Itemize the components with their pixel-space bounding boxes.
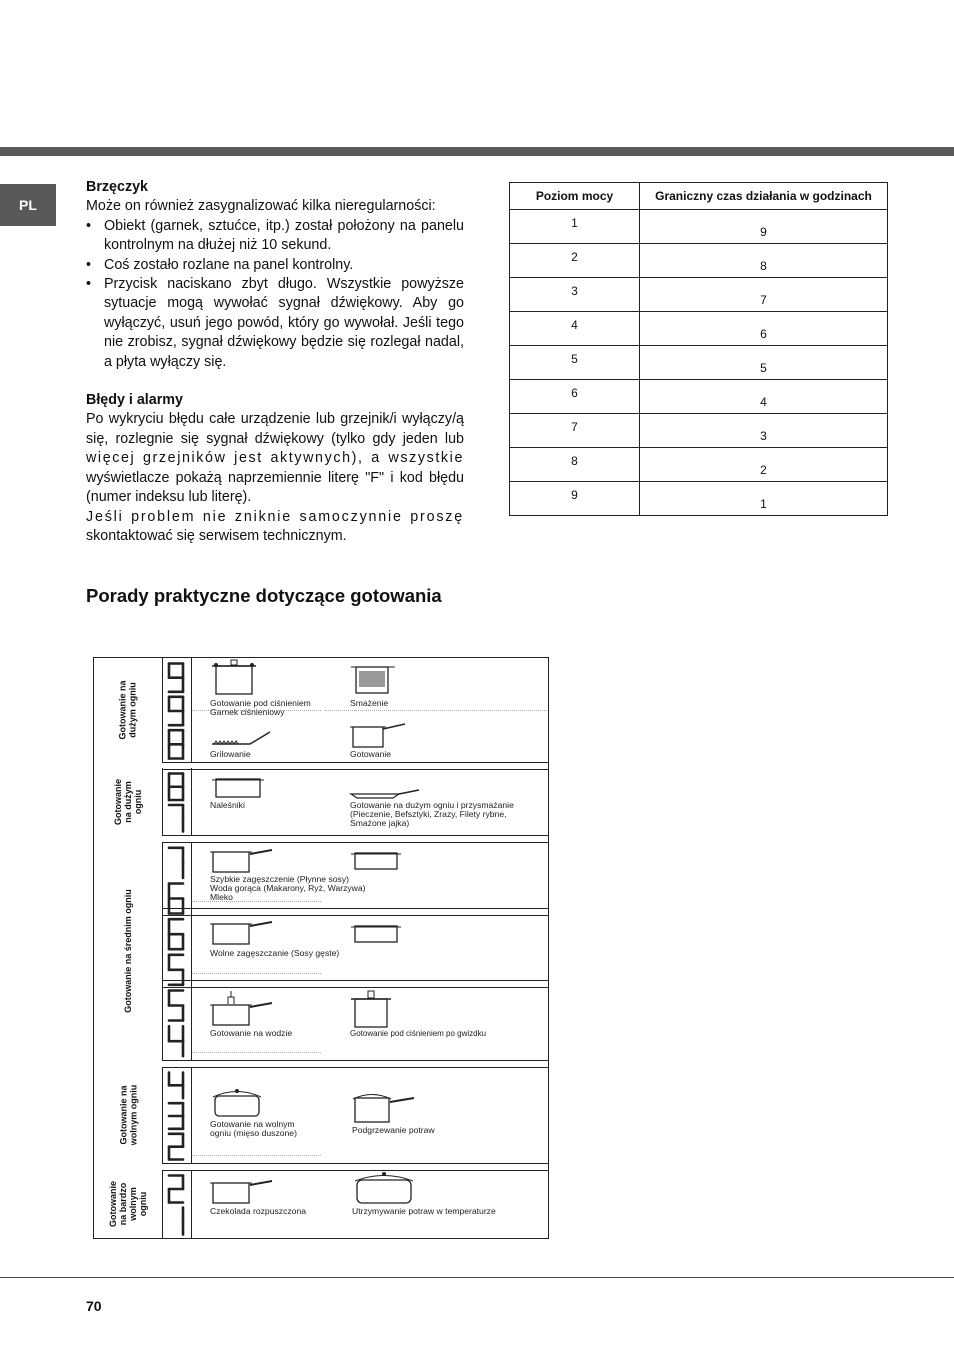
saucepan-lid-icon [352,1090,418,1124]
table-row [510,278,888,312]
saucepan-icon [210,1178,276,1206]
power-level-cell: 4 [510,312,640,346]
cell-label: Podgrzewanie potraw [352,1125,435,1135]
table-row [510,312,888,346]
cell-label: Utrzymywanie potraw w temperaturze [352,1206,496,1216]
pot-lid-icon [352,1172,418,1206]
digit-column [162,768,192,835]
time-limit-cell: 5 [640,346,888,380]
power-digit-7 [169,805,183,832]
pot-icon [210,775,268,801]
table-row [510,210,888,244]
power-digit-9 [169,697,183,725]
time-limit-cell: 1 [640,482,888,516]
list-item: • Obiekt (garnek, sztućce, itp.) został położony na panelu kontrolnym na dłużej niż 10 sekund. [86,217,464,256]
power-digit-6 [169,919,183,949]
power-level-cell: 9 [510,482,640,516]
group-very-low-heat [94,1170,548,1238]
errors-paragraph-2 [86,508,464,547]
errors-text-d: Jeśli problem nie zniknie samoczynnie proszę [86,508,464,525]
pot-icon [349,850,407,872]
table-row [510,244,888,278]
errors-paragraph [86,410,464,507]
group-label: Gotowanie na dużym ogniu [117,680,138,740]
power-digit-5 [169,991,183,1021]
errors-text-c: wyświetlacze pokażą naprzemiennie literę "F" i kod błędu (numer indeksu lub literę). [86,469,464,506]
power-level-cell: 2 [510,244,640,278]
cell-label: Gotowanie pod ciśnieniem Garnek ciśnieniowy [210,698,311,717]
fryer-basket-icon [349,663,397,697]
cell-label: Gotowanie na wolnym ogniu (mięso duszone) [210,1119,297,1138]
power-digit-4 [169,1026,183,1056]
cell-label: Gotowanie pod ciśnieniem po gwizdku [350,1029,487,1038]
power-digit-8 [169,774,183,801]
saucepan-icon [210,848,276,874]
pot-icon [349,923,407,945]
power-digit-2 [169,1134,183,1160]
cell-label: Gotowanie na dużym ogniu i przysmażanie (Pieczenie, Befsztyki, Zrazy, Filety rybne, Smażone jajka) [350,800,514,828]
cell-label: Gotowanie na wodzie [210,1028,293,1038]
cell-label: Gotowanie [350,749,392,759]
errors-heading: Błędy i alarmy [86,392,183,409]
time-limit-cell: 7 [640,278,888,312]
table-header: Graniczny czas działania w godzinach [640,183,888,210]
saucepan-icon [210,920,276,946]
cooking-guide [93,657,549,1239]
power-table [509,182,888,516]
cell-label: Wolne zagęszczanie (Sosy gęste) [210,948,340,958]
separator [162,908,548,916]
pressure-cooker-icon [349,987,397,1029]
table-row [510,448,888,482]
cell-label: Czekolada rozpuszczona [210,1206,307,1216]
power-level-cell: 8 [510,448,640,482]
errors-text-b: więcej grzejników jest aktywnych), a wszystkie [86,450,464,467]
group-label: Gotowanie na średnim ogniu [123,889,134,1013]
cell-label: Smażenie [350,698,389,708]
frying-pan-icon [349,788,421,800]
buzzer-list [86,217,464,372]
time-limit-cell: 6 [640,312,888,346]
power-digit-8 [169,730,183,758]
time-limit-cell: 4 [640,380,888,414]
table-header: Poziom mocy [510,183,640,210]
power-digit-2 [169,1176,183,1203]
language-tab: PL [0,184,56,226]
tips-title: Porady praktyczne dotyczące gotowania [86,585,442,606]
grill-pan-icon [210,730,272,748]
buzzer-heading: Brzęczyk [86,179,148,195]
table-row [510,380,888,414]
page-number: 70 [86,1298,102,1314]
cell-label: Szybkie zagęszczenie (Płynne sosy) Woda gorąca (Makarony, Ryż, Warzywa) Mleko [210,874,366,902]
power-digit-9 [169,664,183,692]
pot-lid-icon [210,1088,266,1118]
power-digit-4 [169,1073,183,1099]
saucepan-icon [349,721,409,749]
errors-text-e: skontaktować się serwisem technicznym. [86,527,347,544]
group-label: Gotowanie na wolnym ogniu [118,1084,138,1146]
errors-text-a: Po wykryciu błędu całe urządzenie lub grzejnik/i wyłączy/ą się, rozlegnie się sygnał dźwiękowy (tylko gdy jeden lub [86,411,464,447]
power-level-cell: 5 [510,346,640,380]
group-low-heat [94,1067,548,1163]
time-limit-cell: 8 [640,244,888,278]
time-limit-cell: 9 [640,210,888,244]
table-row [510,482,888,516]
list-item: • Przycisk naciskano zbyt długo. Wszystkie powyższe sytuacje mogą wywołać sygnał dźwiękowy. Aby go wyłączyć, usuń jego powód, który go wywołał. Jeśli tego nie zrobisz, sygnał dźwiękowy będzie się rozlegał nadal, a płyta wyłączy się. [86,275,464,372]
cell-label: Naleśniki [210,800,245,810]
footer-rule [0,1277,954,1278]
header-bar [0,147,954,156]
digit-column [162,842,192,1060]
power-level-cell: 7 [510,414,640,448]
cell-label: Grilowanie [210,749,251,759]
table-row [510,346,888,380]
list-item: • Coś zostało rozlane na panel kontrolny. [86,256,464,275]
time-limit-cell: 3 [640,414,888,448]
text-column [86,178,464,546]
time-limit-cell: 2 [640,448,888,482]
table-row [510,414,888,448]
digit-column [162,1067,192,1163]
buzzer-intro: Może on również zasygnalizować kilka nieregularności: [86,198,436,215]
saucepan-steam-icon [210,989,276,1029]
power-digit-7 [169,848,183,878]
power-level-cell: 6 [510,380,640,414]
power-level-cell: 3 [510,278,640,312]
pressure-cooker-icon [210,658,260,698]
power-digit-3 [169,1103,183,1129]
digit-column [162,1170,192,1238]
digit-column [162,658,192,762]
power-level-cell: 1 [510,210,640,244]
group-label: Gotowanie na dużym ogniu [112,778,143,825]
group-label: Gotowanie na bardzo wolnym ogniu [107,1180,148,1228]
